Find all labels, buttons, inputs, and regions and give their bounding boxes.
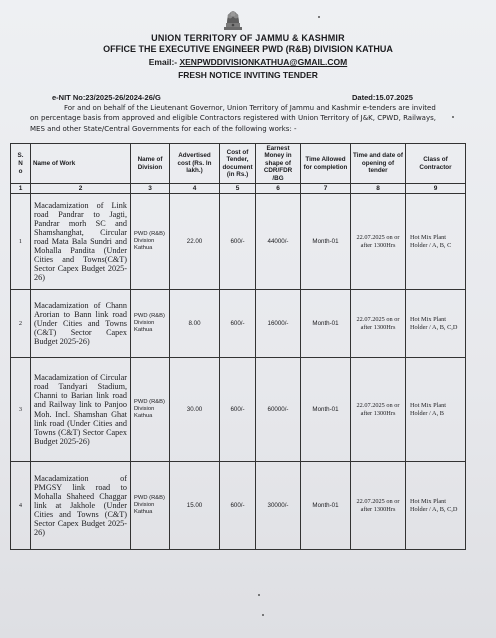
header-email — [0, 57, 496, 67]
row-earnest-money: 44000/- — [256, 194, 301, 290]
row-advertised-cost: 22.00 — [170, 194, 220, 290]
row-earnest-money: 16000/- — [256, 290, 301, 358]
col-number: 3 — [131, 184, 170, 194]
email-link[interactable]: XENPWDDIVISIONKATHUA@GMAIL.COM — [179, 57, 348, 67]
row-tender-cost: 600/- — [220, 194, 256, 290]
row-tender-cost: 600/- — [220, 290, 256, 358]
nit-row — [52, 93, 422, 102]
row-work-name: Macadamization of PMGSY link road to Mohalla Shaheed Chaggar link at Jakhole (Under Cities and Towns (C&T) Sector Capex Budget 2025-26) — [31, 462, 131, 550]
paper-speck — [258, 594, 260, 596]
header-line-office: OFFICE THE EXECUTIVE ENGINEER PWD (R&B) DIVISION KATHUA — [103, 44, 393, 54]
col-header-cost: Advertised cost (Rs. In lakh.) — [170, 144, 220, 184]
col-number: 4 — [170, 184, 220, 194]
row-opening-time: 22.07.2025 on or after 1300Hrs — [351, 194, 406, 290]
row-division: PWD (R&B) Division Kathua — [131, 358, 170, 462]
row-division: PWD (R&B) Division Kathua — [131, 462, 170, 550]
nit-date: Dated:15.07.2025 — [352, 93, 413, 102]
row-opening-time: 22.07.2025 on or after 1300Hrs — [351, 358, 406, 462]
table-row — [11, 290, 466, 358]
row-time-allowed: Month-01 — [301, 194, 351, 290]
table-header-row — [11, 144, 466, 184]
row-time-allowed: Month-01 — [301, 290, 351, 358]
row-time-allowed: Month-01 — [301, 358, 351, 462]
row-contractor-class: Hot Mix Plant Holder / A, B — [406, 358, 466, 462]
row-earnest-money: 60000/- — [256, 358, 301, 462]
row-earnest-money: 30000/- — [256, 462, 301, 550]
row-contractor-class: Hot Mix Plant Holder / A, B, C,D — [406, 462, 466, 550]
intro-paragraph — [30, 103, 450, 134]
table-row — [11, 462, 466, 550]
paper-speck — [262, 614, 264, 616]
row-work-name: Macadamization of Circular road Tandyari Stadium, Channi to Barian link road and Railway link to Panjoo Moh. Incl. Shamshan Ghat link road (Under Cities and Towns (C&T) Sector Capex Budget 2025-26) — [31, 358, 131, 462]
col-number: 2 — [31, 184, 131, 194]
paper-speck — [318, 16, 320, 18]
paper-speck — [452, 116, 454, 118]
row-advertised-cost: 8.00 — [170, 290, 220, 358]
column-number-row — [11, 184, 466, 194]
col-number: 1 — [11, 184, 31, 194]
row-advertised-cost: 30.00 — [170, 358, 220, 462]
intro-line: on percentage basis from approved and eligible Contractors registered with Union Territory of J&K, CPWD, Railways, — [30, 114, 436, 123]
col-number: 7 — [301, 184, 351, 194]
col-header-tender-cost: Cost of Tender, document (in Rs.) — [220, 144, 256, 184]
tender-table — [10, 143, 466, 550]
intro-line: MES and other State/Central Governments for each of the following works: - — [30, 124, 297, 133]
row-sno: 2 — [11, 290, 31, 358]
col-header-sno: S. N o — [11, 144, 31, 184]
row-tender-cost: 600/- — [220, 358, 256, 462]
row-sno: 4 — [11, 462, 31, 550]
row-work-name: Macadamization of Link road Pandrar to Jagti, Pandrar morh SC and Shamshanghat, Circular road Mata Bala Sundri and Mohalla Pandita (Under Cities and Towns(C&T) Sector Capex Budget 2025-26) — [31, 194, 131, 290]
email-label: Email:- — [148, 57, 180, 67]
col-header-division: Name of Division — [131, 144, 170, 184]
header-line-ut: UNION TERRITORY OF JAMMU & KASHMIR — [151, 33, 345, 43]
row-sno: 1 — [11, 194, 31, 290]
table-row — [11, 194, 466, 290]
row-work-name: Macadamization of Chann Arorian to Bann link road (Under Cities and Towns (C&T) Sector Capex Budget 2025-26) — [31, 290, 131, 358]
row-opening-time: 22.07.2025 on or after 1300Hrs — [351, 290, 406, 358]
row-opening-time: 22.07.2025 on or after 1300Hrs — [351, 462, 406, 550]
table-row — [11, 358, 466, 462]
col-header-opening: Time and date of opening of tender — [351, 144, 406, 184]
row-sno: 3 — [11, 358, 31, 462]
col-number: 5 — [220, 184, 256, 194]
col-number: 8 — [351, 184, 406, 194]
row-advertised-cost: 15.00 — [170, 462, 220, 550]
row-division: PWD (R&B) Division Kathua — [131, 194, 170, 290]
col-header-class: Class of Contractor — [406, 144, 466, 184]
header-notice-title: FRESH NOTICE INVITING TENDER — [178, 70, 318, 80]
intro-line: For and on behalf of the Lieutenant Governor, Union Territory of Jammu and Kashmir e-tenders are invited — [64, 104, 436, 112]
row-division: PWD (R&B) Division Kathua — [131, 290, 170, 358]
row-time-allowed: Month-01 — [301, 462, 351, 550]
col-header-work: Name of Work — [31, 144, 131, 184]
row-contractor-class: Hot Mix Plant Holder / A, B, C — [406, 194, 466, 290]
col-header-emd: Earnest Money in shape of CDR/FDR /BG — [256, 144, 301, 184]
col-number: 6 — [256, 184, 301, 194]
row-tender-cost: 600/- — [220, 462, 256, 550]
col-header-time: Time Allowed for completion — [301, 144, 351, 184]
row-contractor-class: Hot Mix Plant Holder / A, B, C,D — [406, 290, 466, 358]
nit-number: e-NIT No:23/2025-26/2024-26/G — [52, 93, 161, 102]
col-number: 9 — [406, 184, 466, 194]
national-emblem-icon — [220, 7, 246, 33]
